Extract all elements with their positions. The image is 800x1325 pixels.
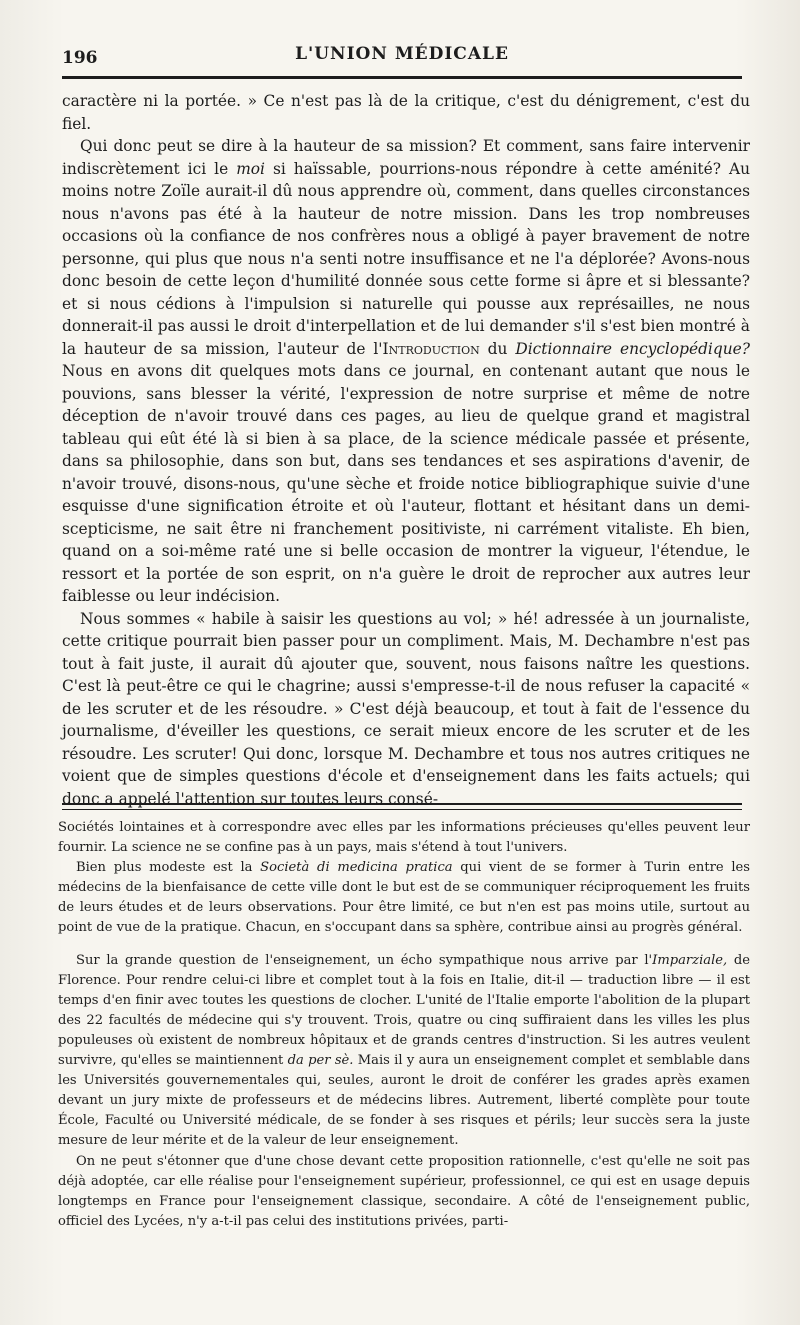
- paragraph-1: caractère ni la portée. » Ce n'est pas là de la critique, c'est du dénigrement, c'est du fiel.: [62, 92, 750, 133]
- feuilleton-paragraph-2: Bien plus modeste est la Società di medicina pratica qui vient de se former à Turin entre les médecins de la bienfaisance de cette ville dont le but est de se communiquer réciproquement les fruits de leurs études et de leurs observations. Pour être limité, ce but n'en est pas moins utile, surtout au point de vue de la pratique. Chacun, en s'occupant dans sa sphère, contribue ainsi au progrès général.: [58, 860, 750, 936]
- feuilleton-paragraph-4: On ne peut s'étonner que d'une chose devant cette proposition rationnelle, c'est qu'elle ne soit pas déjà adoptée, car elle réalise pour l'enseignement supérieur, professionnel, ce qui est en usage depuis longtemps en France pour l'enseignement classique, secondaire. A côté de l'enseignement public, officiel des Lycées, n'y a-t-il pas celui des institutions privées, parti-: [58, 1153, 750, 1229]
- paragraph-2: Qui donc peut se dire à la hauteur de sa mission? Et comment, sans faire intervenir indiscrètement ici le moi si haïssable, pourrions-nous répondre à cette aménité? Au moins notre Zoïle aurait-il dû nous apprendre où, comment, dans quelles circonstances nous n'avons pas été à la hauteur de notre mission. Dans les trop nombreuses occasions où la confiance de nos confrères nous a obligé à payer bravement de notre personne, qui plus que nous n'a senti notre insuffisance et ne l'a déplorée? Avons-nous donc besoin de cette leçon d'humilité donnée sous cette forme si âpre et si blessante? et si nous cédions à l'impulsion si naturelle qui pousse aux représailles, ne nous donnerait-il pas aussi le droit d'interpellation et de lui demander s'il s'est bien montré à la hauteur de sa mission, l'auteur de l'Introduction du Dictionnaire encyclopédique? Nous en avons dit quelques mots dans ce journal, en contenant autant que nous le pouvions, sans blesser la vérité, l'expression de notre surprise et même de notre déception de n'avoir trouvé dans ces pages, au lieu de quelque grand et magistral tableau qui eût été là si bien à sa place, de la science médicale passée et présente, dans sa philosophie, dans son but, dans ses tendances et ses aspirations d'avenir, de n'avoir trouvé, disons-nous, qu'une sèche et froide notice bibliographique suivie d'une esquisse d'une signification étroite et où l'auteur, flottant et hésitant dans un demi-scepticisme, ne sait être ni franchement positiviste, ni carrément vitaliste. Eh bien, quand on a soi-même raté une si belle occasion de montrer la vigueur, l'étendue, le ressort et la portée de son esprit, on n'a guère le droit de reprocher aux autres leur faiblesse ou leur indécision.: [62, 137, 750, 605]
- italic-societa: Società di medicina pratica: [260, 860, 453, 876]
- italic-moi: moi: [236, 159, 265, 178]
- running-title: L'UNION MÉDICALE: [295, 44, 509, 64]
- small-caps-introduction: Introduction: [382, 339, 480, 358]
- italic-dictionnaire: Dictionnaire encyclopédique?: [515, 339, 750, 358]
- feuilleton-paragraph-1: Sociétés lointaines et à correspondre avec elles par les informations précieuses qu'elles peuvent leur fournir. La science ne se confine pas à un pays, mais s'étend à tout l'univers.: [58, 820, 750, 856]
- feuilleton-rule: [62, 803, 742, 810]
- main-column: [62, 90, 750, 810]
- header-rule: [62, 76, 742, 79]
- italic-imparziale: Imparziale,: [652, 952, 728, 968]
- feuilleton-column: [58, 818, 750, 1232]
- feuilleton-paragraph-3: Sur la grande question de l'enseignement, un écho sympathique nous arrive par l'Imparziale, de Florence. Pour rendre celui-ci libre et complet tout à la fois en Italie, dit-il — traduction libre — il est temps d'en finir avec toutes les questions de clocher. L'unité de l'Italie emporte l'abolition de la plupart des 22 facultés de médecine qui s'y trouvent. Trois, quatre ou cinq suffiraient dans les villes les plus populeuses où existent de nombreux hôpitaux et de grands centres d'instruction. Si les autres veulent survivre, qu'elles se maintiennent da per sè. Mais il y aura un enseignement complet et semblable dans les Universités gouvernementales qui, seules, auront le droit de conférer les grades après examen devant un jury mixte de professeurs et de médecins libres. Autrement, liberté complète pour toute École, Faculté ou Université médicale, de se fonder à ses risques et périls; leur succès sera la juste mesure de leur mérite et de la valeur de leur enseignement.: [58, 952, 750, 1149]
- italic-da-per-se: da per sè.: [287, 1053, 354, 1069]
- page-number: 196: [62, 48, 98, 68]
- paragraph-3: Nous sommes « habile à saisir les questions au vol; » hé! adressée à un journaliste, cette critique pourrait bien passer pour un compliment. Mais, M. Dechambre n'est pas tout à fait juste, il aurait dû ajouter que, souvent, nous faisons naître les questions. C'est là peut-être ce qui le chagrine; aussi s'empresse-t-il de nous refuser la capacité « de les scruter et de les résoudre. » C'est déjà beaucoup, et tout à fait de l'essence du journalisme, d'éveiller les questions, ce serait mieux encore de les scruter et de les résoudre. Les scruter! Qui donc, lorsque M. Dechambre et tous nos autres critiques ne voient que de simples questions d'école et d'enseignement dans les faits actuels; qui donc a appelé l'attention sur toutes leurs consé-: [62, 609, 750, 808]
- page-header: [62, 38, 742, 72]
